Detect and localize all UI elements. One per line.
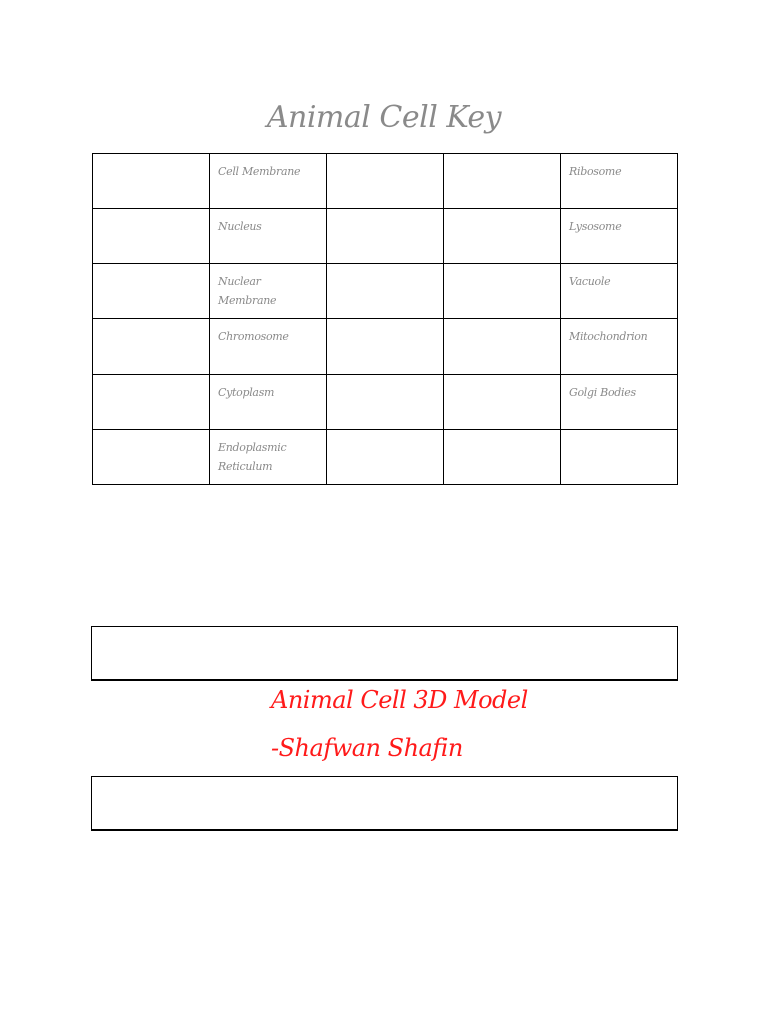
table-cell xyxy=(444,374,561,429)
empty-box-bottom xyxy=(91,776,678,831)
table-cell-label: Nuclear Membrane xyxy=(210,264,327,319)
table-cell xyxy=(444,319,561,374)
table-cell-label: Mitochondrion xyxy=(561,319,678,374)
empty-box-top xyxy=(91,626,678,681)
table-cell xyxy=(327,374,444,429)
animal-cell-key-table xyxy=(92,153,678,485)
table-cell-label: Cytoplasm xyxy=(210,374,327,429)
table-cell-label: Golgi Bodies xyxy=(561,374,678,429)
table-cell xyxy=(93,374,210,429)
table-cell xyxy=(327,319,444,374)
table-cell-label: Vacuole xyxy=(561,264,678,319)
table-cell-label: Nucleus xyxy=(210,209,327,264)
table-cell xyxy=(93,264,210,319)
table-cell-label: Chromosome xyxy=(210,319,327,374)
table-row xyxy=(93,154,678,209)
model-author: -Shafwan Shafin xyxy=(271,734,463,762)
table-cell-label: Cell Membrane xyxy=(210,154,327,209)
table-cell xyxy=(327,429,444,484)
table-cell xyxy=(93,154,210,209)
table-cell xyxy=(93,209,210,264)
table-cell xyxy=(444,209,561,264)
page-title: Animal Cell Key xyxy=(266,100,502,135)
table-cell xyxy=(93,429,210,484)
table-cell xyxy=(327,209,444,264)
table-cell xyxy=(327,154,444,209)
table-row xyxy=(93,264,678,319)
table-cell xyxy=(444,264,561,319)
model-title: Animal Cell 3D Model xyxy=(271,686,528,714)
table-cell xyxy=(444,429,561,484)
table-cell xyxy=(327,264,444,319)
table-cell-label: Ribosome xyxy=(561,154,678,209)
table-row xyxy=(93,209,678,264)
table-cell-label: Endoplasmic Reticulum xyxy=(210,429,327,484)
table-cell xyxy=(444,154,561,209)
table-cell-label xyxy=(561,429,678,484)
table-cell xyxy=(93,319,210,374)
table-cell-label: Lysosome xyxy=(561,209,678,264)
table-row xyxy=(93,429,678,484)
table-row xyxy=(93,319,678,374)
table-row xyxy=(93,374,678,429)
